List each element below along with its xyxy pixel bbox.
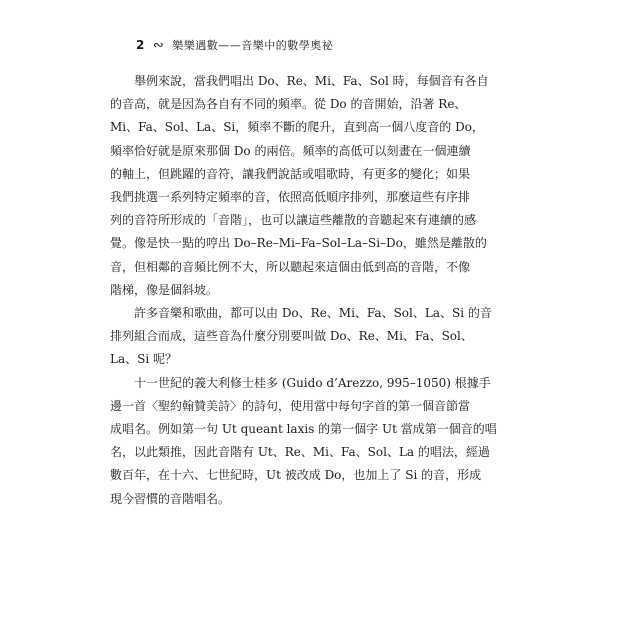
paragraph — [110, 70, 498, 302]
text-line: La、Si 呢？ — [110, 352, 177, 367]
text-line: Mi、Fa、Sol、La、Si，頻率不斷的爬升，直到高一個八度音的 Do， — [110, 120, 484, 135]
text-line: 階梯，像是個斜坡。 — [110, 282, 219, 297]
text-line: 邊一首〈聖約翰贊美詩〉的詩句，使用當中每句字首的第一個音節當 — [110, 398, 471, 413]
body-text — [110, 70, 498, 511]
text-line: 許多音樂和歌曲，都可以由 Do、Re、Mi、Fa、Sol、La、Si 的音 — [134, 306, 492, 321]
text-line: 舉例來說，當我們唱出 Do、Re、Mi、Fa、Sol 時，每個音有各自 — [134, 74, 489, 88]
ornament-icon: ∾ — [152, 37, 165, 53]
text-line: 的軸上，但跳躍的音符，讓我們說話或唱歌時，有更多的變化；如果 — [110, 166, 471, 181]
text-line: 名，以此類推，因此音階有 Ut、Re、Mi、Fa、Sol、La 的唱法，經過 — [110, 445, 490, 460]
text-line: 列的音符所形成的「音階」，也可以讓這些離散的音聽起來有連續的感 — [110, 213, 477, 228]
text-line: 音，但相鄰的音頻比例不大，所以聽起來這個由低到高的音階，不像 — [110, 259, 471, 274]
running-head — [136, 37, 333, 53]
paragraph — [110, 372, 498, 511]
text-line: 頻率恰好就是原來那個 Do 的兩倍。頻率的高低可以刻畫在一個連續 — [110, 143, 471, 158]
book-title: 樂樂遇數——音樂中的數學奧祕 — [172, 39, 334, 52]
paragraph — [110, 302, 498, 372]
text-line: 十一世紀的義大利修士桂多 (Guido d’Arezzo, 995–1050) 根據手 — [134, 375, 491, 390]
text-line: 成唱名。例如第一句 Ut queant laxis 的第一個字 Ut 當成第一個音的唱 — [110, 422, 497, 437]
text-line: 我們挑選一系列特定頻率的音，依照高低順序排列，那麼這些有序排 — [110, 190, 471, 205]
page-number: 2 — [136, 38, 145, 52]
text-line: 覺。像是快一點的哼出 Do–Re–Mi–Fa–Sol–La–Si–Do，雖然是離散的 — [110, 236, 487, 251]
text-line: 現今習慣的音階唱名。 — [110, 491, 231, 506]
text-line: 排列組合而成，這些音為什麼分別要叫做 Do、Re、Mi、Fa、Sol、 — [110, 329, 473, 344]
text-line: 數百年，在十六、七世紀時，Ut 被改成 Do，也加上了 Si 的音，形成 — [110, 468, 482, 483]
text-line: 的音高，就是因為各自有不同的頻率。從 Do 的音開始，沿著 Re、 — [110, 97, 467, 112]
